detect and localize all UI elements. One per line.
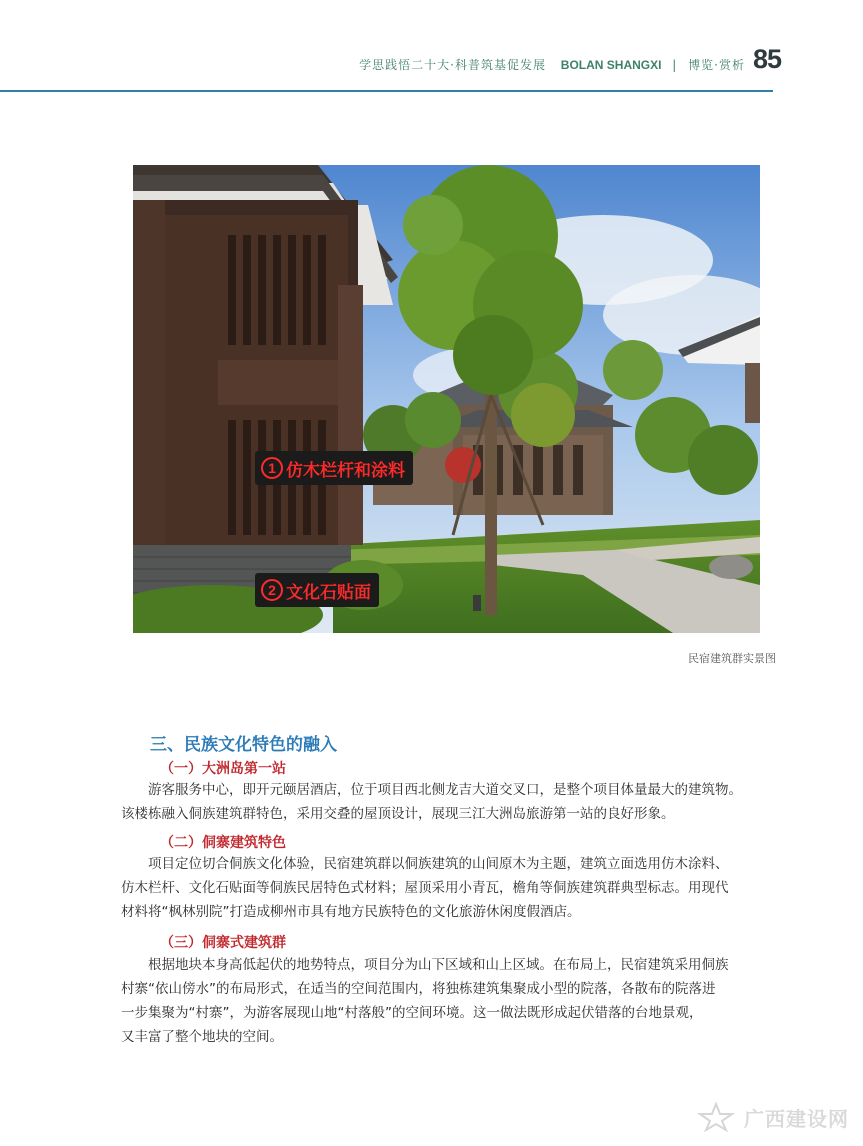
- section-heading: 三、民族文化特色的融入: [150, 735, 337, 755]
- photo-illustration: [133, 165, 760, 633]
- paragraph-line: 又丰富了整个地块的空间。: [121, 1029, 283, 1045]
- callout-2-number: 2: [261, 579, 283, 601]
- building-photo: [133, 165, 760, 633]
- subsection-heading-2: （二）侗寨建筑特色: [160, 835, 286, 851]
- star-logo-icon: [694, 1102, 738, 1132]
- callout-1-text: 仿木栏杆和涂料: [286, 460, 405, 481]
- paragraph-3: [121, 953, 770, 1049]
- header-rule: [0, 90, 773, 92]
- header-divider: |: [672, 58, 678, 72]
- paragraph-line: 项目定位切合侗族文化体验，民宿建筑群以侗族建筑的山间原木为主题，建筑立面选用仿木涂料、: [148, 856, 729, 872]
- paragraph-line: 该楼栋融入侗族建筑群特色，采用交叠的屋顶设计，展现三江大洲岛旅游第一站的良好形象。: [121, 806, 675, 822]
- paragraph-line: 游客服务中心，即开元颐居酒店，位于项目西北侧龙吉大道交叉口，是整个项目体量最大的建筑物。: [148, 782, 742, 798]
- column-name: 博览·赏析: [688, 58, 745, 72]
- magazine-name: BOLAN SHANGXI: [560, 58, 662, 72]
- callout-2: [255, 573, 379, 607]
- callout-1: [255, 451, 413, 485]
- subsection-heading-3: （三）侗寨式建筑群: [160, 935, 286, 951]
- page-number: 85: [752, 44, 781, 74]
- paragraph-2: [121, 852, 770, 924]
- paragraph-line: 材料将“枫林别院”打造成柳州市具有地方民族特色的文化旅游休闲度假酒店。: [121, 904, 581, 920]
- callout-1-number: 1: [261, 457, 283, 479]
- paragraph-line: 根据地块本身高低起伏的地势特点，项目分为山下区域和山上区域。在布局上，民宿建筑采用侗族: [148, 957, 729, 973]
- figure-caption: 民宿建筑群实景图: [688, 652, 776, 665]
- paragraph-1: [121, 778, 770, 826]
- subsection-heading-1: （一）大洲岛第一站: [160, 761, 286, 777]
- callout-2-text: 文化石贴面: [286, 582, 371, 603]
- paragraph-line: 村寨“依山傍水”的布局形式，在适当的空间范围内，将独栋建筑集聚成小型的院落，各散布的院落进: [121, 981, 716, 997]
- running-header: [359, 56, 745, 73]
- paragraph-line: 一步集聚为“村寨”，为游客展现山地“村落般”的空间环境。这一做法既形成起伏错落的台地景观，: [121, 1005, 703, 1021]
- watermark: [694, 1102, 849, 1132]
- watermark-text: 广西建设网: [744, 1106, 849, 1131]
- paragraph-line: 仿木栏杆、文化石贴面等侗族民居特色式材料；屋顶采用小青瓦，檐角等侗族建筑群典型标志。用现代: [121, 880, 729, 896]
- header-title: 学思践悟二十大·科普筑基促发展: [359, 58, 546, 72]
